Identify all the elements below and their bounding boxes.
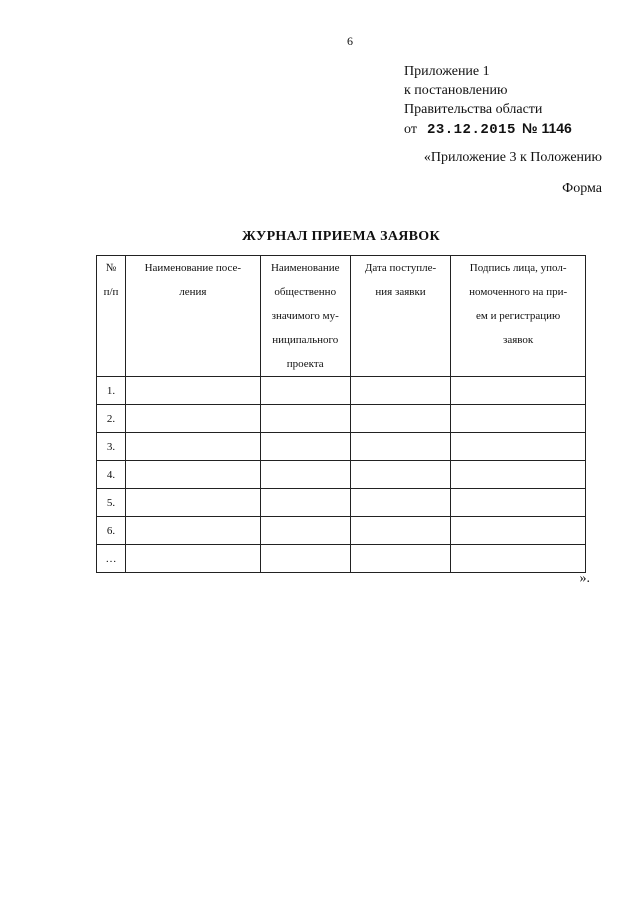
header-line: Дата поступле- [364, 262, 437, 274]
cell-date [350, 517, 450, 545]
header-receipt-date [350, 256, 450, 377]
header-number [97, 256, 126, 377]
cell-project [260, 377, 350, 405]
cell-signature [451, 545, 586, 573]
cell-project [260, 545, 350, 573]
cell-signature [451, 433, 586, 461]
cell-date [350, 545, 450, 573]
page-number: 6 [347, 34, 353, 48]
appendix-block [404, 62, 572, 140]
header-line: Наименование [270, 262, 340, 274]
cell-settlement [126, 405, 261, 433]
resolution-date: 23.12.2015 [426, 122, 516, 138]
table-row [97, 489, 586, 517]
appendix-line-1: Приложение 1 [404, 64, 490, 79]
cell-project [260, 433, 350, 461]
cell-signature [451, 461, 586, 489]
cell-date [350, 461, 450, 489]
table-row [97, 517, 586, 545]
closing-quote: ». [579, 571, 590, 586]
row-number: … [97, 545, 126, 573]
row-number: 4. [97, 461, 126, 489]
header-signature [451, 256, 586, 377]
header-line: ниципального [272, 334, 339, 346]
header-line: ния заявки [375, 286, 426, 298]
table-row [97, 405, 586, 433]
header-line: проекта [286, 358, 324, 370]
header-line: ем и регистрацию [476, 310, 561, 322]
header-project-name [260, 256, 350, 377]
cell-settlement [126, 377, 261, 405]
table-row [97, 433, 586, 461]
header-line: заявок [503, 334, 534, 346]
cell-signature [451, 517, 586, 545]
header-line: ления [179, 286, 207, 298]
journal-table [96, 255, 586, 573]
header-line: общественно [274, 286, 337, 298]
cell-signature [451, 377, 586, 405]
appendix-date-line [404, 119, 572, 140]
cell-settlement [126, 545, 261, 573]
regulation-reference: «Приложение 3 к Положению [423, 150, 602, 165]
row-number: 6. [97, 517, 126, 545]
cell-project [260, 405, 350, 433]
cell-signature [451, 489, 586, 517]
cell-project [260, 517, 350, 545]
cell-settlement [126, 433, 261, 461]
appendix-line-3: Правительства области [404, 102, 543, 117]
cell-project [260, 489, 350, 517]
resolution-number: № 1146 [521, 120, 572, 136]
table-row [97, 545, 586, 573]
row-number: 3. [97, 433, 126, 461]
date-prefix: от [404, 122, 417, 137]
row-number: 1. [97, 377, 126, 405]
row-number: 2. [97, 405, 126, 433]
header-line: значимого му- [271, 310, 339, 322]
header-line: № [105, 262, 117, 274]
cell-settlement [126, 517, 261, 545]
cell-date [350, 377, 450, 405]
header-line: номоченного на при- [469, 286, 568, 298]
table-row [97, 377, 586, 405]
cell-settlement [126, 489, 261, 517]
cell-settlement [126, 461, 261, 489]
header-settlement-name [126, 256, 261, 377]
cell-date [350, 489, 450, 517]
header-line: Подпись лица, упол- [469, 262, 567, 274]
cell-date [350, 433, 450, 461]
header-line: п/п [103, 286, 119, 298]
header-line: Наименование посе- [144, 262, 242, 274]
table-row [97, 461, 586, 489]
form-label: Форма [562, 181, 602, 196]
appendix-line-2: к постановлению [404, 83, 508, 98]
cell-project [260, 461, 350, 489]
row-number: 5. [97, 489, 126, 517]
cell-date [350, 405, 450, 433]
table-header-row [97, 256, 586, 377]
cell-signature [451, 405, 586, 433]
journal-title: ЖУРНАЛ ПРИЕМА ЗАЯВОК [242, 229, 440, 244]
